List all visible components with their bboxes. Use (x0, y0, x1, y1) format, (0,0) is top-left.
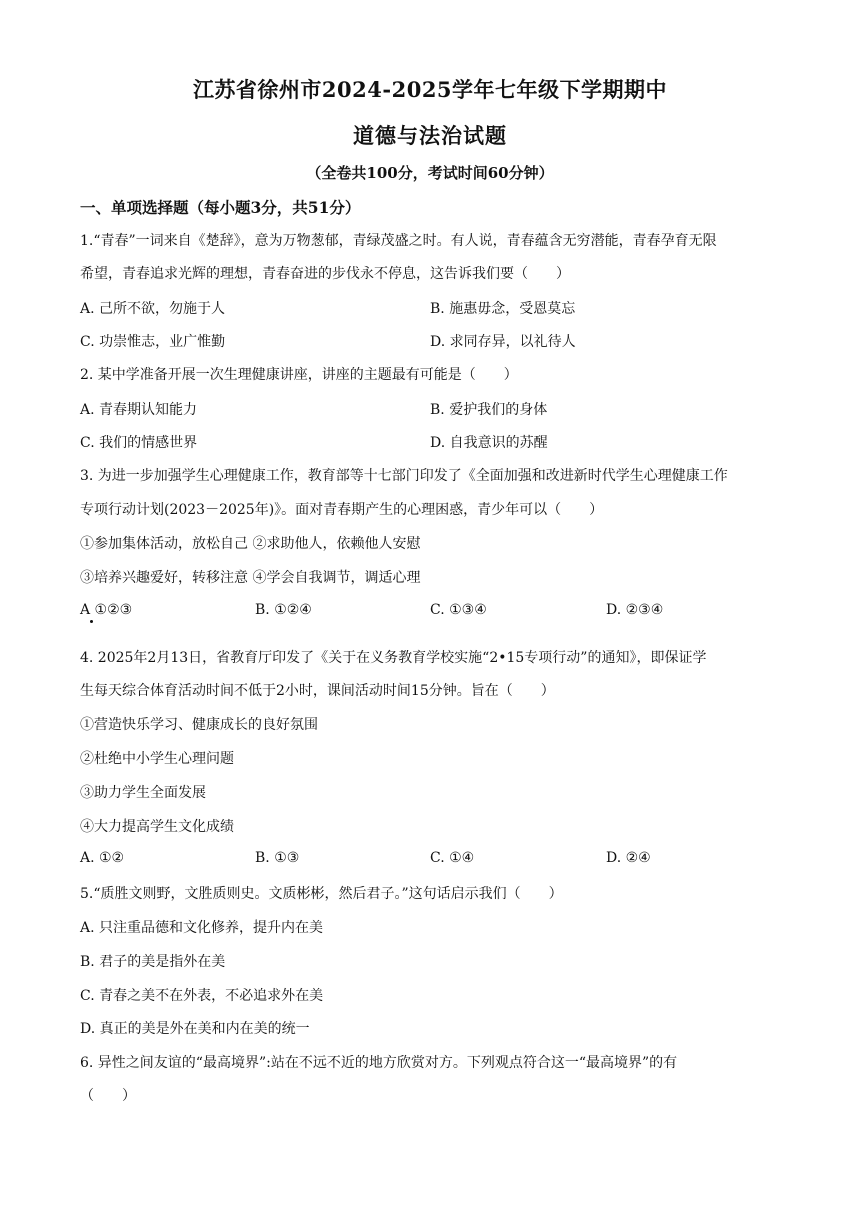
exam-subtitle: （全卷共100分，考试时间60分钟） (306, 164, 554, 182)
q2-stem-line1: 2. 某中学准备开展一次生理健康讲座，讲座的主题最有可能是（ ） (80, 367, 518, 383)
q4-option-a: A. ①② (80, 850, 125, 866)
q5-stem-line1: 5.“质胜文则野，文胜质则史。文质彬彬，然后君子。”这句话启示我们（ ） (80, 886, 563, 902)
q6-stem-line2: （ ） (80, 1088, 136, 1104)
q3-stem-line2: 专项行动计划(2023－2025年)》。面对青春期产生的心理困惑，青少年可以（ ） (80, 502, 604, 518)
q4-statement-2: ②杜绝中小学生心理问题 (80, 751, 234, 767)
q3-options-row (80, 602, 780, 622)
q2-option-c: C. 我们的情感世界 (80, 435, 198, 451)
q4-option-b: B. ①③ (255, 850, 300, 866)
q1-options-row1 (80, 298, 780, 318)
q3-option-c: C. ①③④ (430, 602, 487, 618)
q2-option-d: D. 自我意识的苏醒 (430, 435, 548, 451)
exam-title-line2: 道德与法治试题 (353, 123, 507, 148)
stray-dot-mark (90, 620, 93, 623)
q1-option-b: B. 施惠毋念，受恩莫忘 (430, 301, 576, 317)
q4-option-c: C. ①④ (430, 850, 475, 866)
q1-option-c: C. 功崇惟志，业广惟勤 (80, 334, 226, 350)
q1-option-d: D. 求同存异，以礼待人 (430, 334, 576, 350)
q5-option-a: A. 只注重品德和文化修养，提升内在美 (80, 920, 324, 936)
q6-stem-line1: 6. 异性之间友谊的“最高境界”:站在不远不近的地方欣赏对方。下列观点符合这一“最高境界”的有 (80, 1055, 678, 1071)
q1-options-row2 (80, 331, 780, 351)
q1-option-a: A. 己所不欲，勿施于人 (80, 301, 226, 317)
q5-option-c: C. 青春之美不在外表，不必追求外在美 (80, 988, 324, 1004)
q2-option-a: A. 青春期认知能力 (80, 402, 198, 418)
q2-options-row2 (80, 432, 780, 452)
q2-options-row1 (80, 399, 780, 419)
q3-statement-3-4: ③培养兴趣爱好，转移注意 ④学会自我调节，调适心理 (80, 570, 421, 586)
q4-statement-4: ④大力提高学生文化成绩 (80, 819, 234, 835)
q3-option-b: B. ①②④ (255, 602, 312, 618)
section-heading: 一、单项选择题（每小题3分，共51分） (80, 198, 361, 217)
q3-option-d: D. ②③④ (606, 602, 664, 618)
q1-stem-line2: 希望，青春追求光辉的理想，青春奋进的步伐永不停息，这告诉我们要（ ） (80, 266, 570, 282)
q4-option-d: D. ②④ (606, 850, 651, 866)
q3-stem-line1: 3. 为进一步加强学生心理健康工作，教育部等十七部门印发了《全面加强和改进新时代学生心理健康工作 (80, 468, 728, 484)
q3-option-a: A ①②③ (80, 602, 133, 618)
q1-stem-line1: 1.“青春”一词来自《楚辞》，意为万物葱郁，青绿茂盛之时。有人说，青春蕴含无穷潜能，青春孕育无限 (80, 233, 717, 249)
exam-title-line1: 江苏省徐州市2024-2025学年七年级下学期期中 (192, 77, 668, 102)
q5-option-b: B. 君子的美是指外在美 (80, 954, 226, 970)
q3-statement-1-2: ①参加集体活动，放松自己 ②求助他人，依赖他人安慰 (80, 536, 421, 552)
q4-stem-line2: 生每天综合体育活动时间不低于2小时，课间活动时间15分钟。旨在（ ） (80, 683, 555, 699)
q2-option-b: B. 爱护我们的身体 (430, 402, 548, 418)
q4-statement-3: ③助力学生全面发展 (80, 785, 206, 801)
q4-statement-1: ①营造快乐学习、健康成长的良好氛围 (80, 717, 318, 733)
q5-option-d: D. 真正的美是外在美和内在美的统一 (80, 1021, 310, 1037)
q4-options-row (80, 850, 780, 870)
q4-stem-line1: 4. 2025年2月13日，省教育厅印发了《关于在义务教育学校实施“2•15专项行动”的通知》，即保证学 (80, 650, 707, 666)
